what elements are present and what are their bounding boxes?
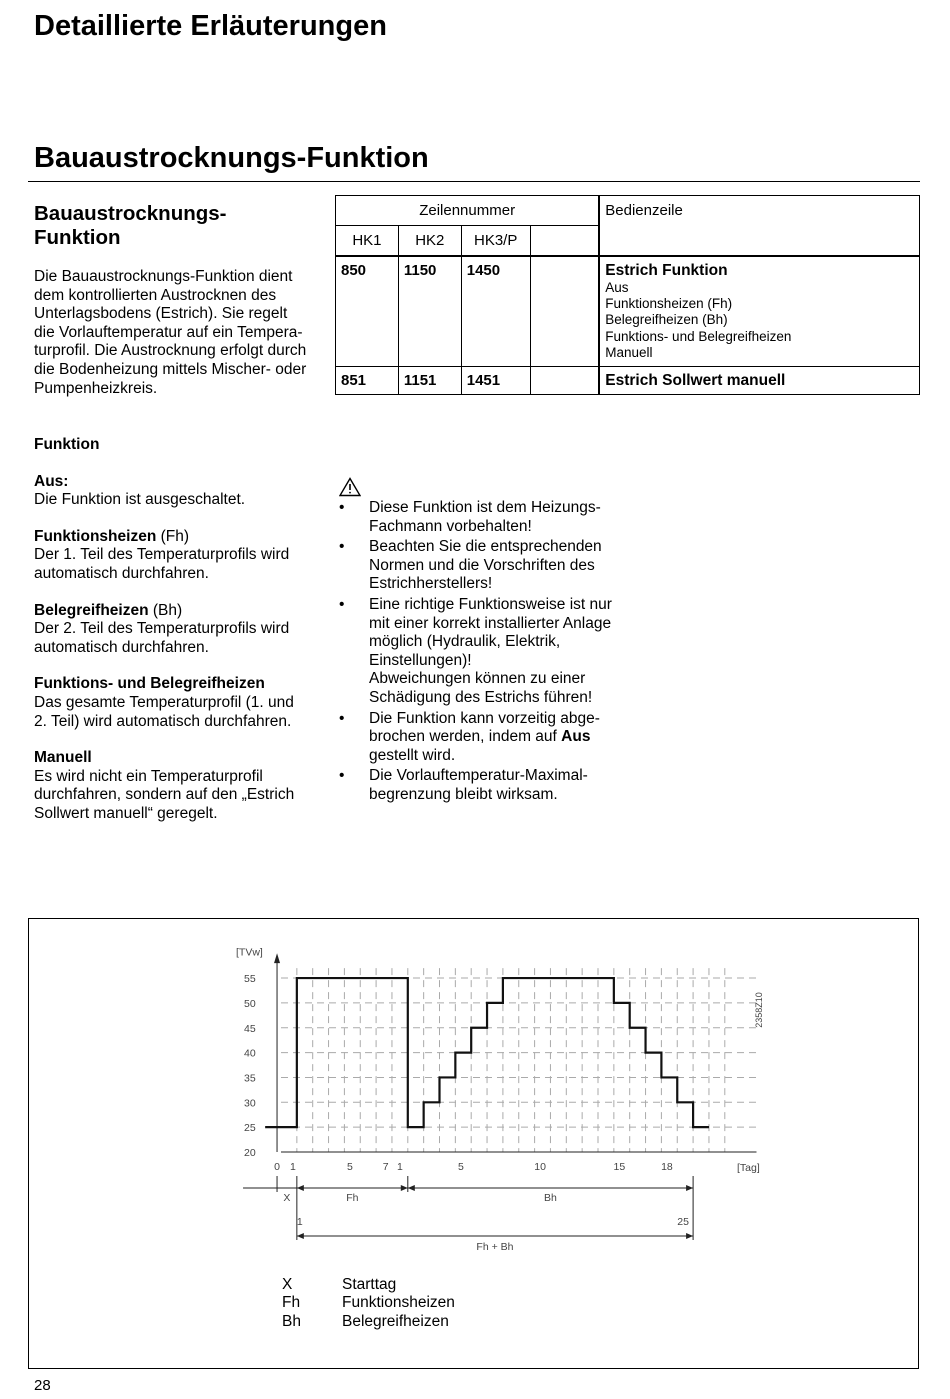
y-tick-label: 30: [244, 1097, 256, 1110]
list-item: • Diese Funktion ist dem Heizungs- Fachmann vorbehalten!: [333, 499, 643, 536]
y-tick-label: 55: [244, 973, 256, 986]
y-tick-label: 40: [244, 1047, 256, 1060]
y-axis-arrow: [274, 953, 280, 963]
row2-title: Estrich Sollwert manuell: [599, 367, 919, 395]
x-tick-label: 5: [347, 1161, 353, 1173]
range-bh-end-arrow: [686, 1185, 693, 1191]
x-tick-label: 0: [274, 1161, 280, 1173]
row1-option: Aus: [605, 279, 629, 295]
funktion-heading: Funktion: [34, 436, 100, 453]
range-fh-label: Fh: [346, 1192, 359, 1204]
section-title: Bauaustrocknungs-Funktion: [34, 142, 429, 174]
row2-hk3p: 1451: [461, 367, 530, 395]
y-tick-label: 45: [244, 1022, 256, 1035]
mode-fbh: Funktions- und Belegreifheizen Das gesamte Temperaturprofil (1. und 2. Teil) wird automatisch durchfahren.: [34, 675, 294, 730]
row1-option: Funktionsheizen (Fh): [605, 295, 733, 311]
row1-hk1: 850: [336, 256, 399, 367]
col-hk2: HK2: [398, 226, 461, 256]
page-header-title: Detaillierte Erläuterungen: [34, 10, 387, 42]
col-hk3p: HK3/P: [461, 226, 530, 256]
x-tick-label: 10: [534, 1161, 546, 1173]
x-tick-label: 1: [396, 1161, 403, 1173]
range-bh-label: Bh: [544, 1192, 557, 1204]
x-tick-label: 5: [457, 1161, 464, 1173]
x-tick-label: 1: [289, 1161, 296, 1173]
chart-legend: [282, 1276, 455, 1331]
col-hk1: HK1: [336, 226, 399, 256]
range-x-label: X: [283, 1192, 291, 1204]
range-fhbh-label: Fh + Bh: [476, 1241, 514, 1253]
header-zeilennummer: Zeilennummer: [336, 196, 600, 226]
intro-text: Die Bauaustrocknungs-Funktion dient dem kontrollierten Austrocknen des Unterlagsbodens (Estrich). Sie regelt die Vorlauftemperatur auf ein Tempera- turprofil. Die Austrocknung erfolgt durch die Bodenheizung mittels Mischer- oder Pumpenheizkreis.: [34, 268, 307, 397]
mode-bh: Belegreifheizen (Bh) Der 2. Teil des Temperaturprofils wird automatisch durchfahren.: [34, 601, 290, 656]
range-fhbh-end-arrow: [686, 1233, 693, 1239]
range-fh-end-arrow: [401, 1185, 408, 1191]
list-item: • Beachten Sie die entsprechenden Normen und die Vorschriften des Estrichherstellers!: [333, 538, 643, 594]
intro-heading: Bauaustrocknungs- Funktion: [34, 202, 227, 249]
chart-grid: [281, 968, 757, 1152]
y-axis-label: [TVw]: [236, 946, 263, 959]
range-fhbh-start-arrow: [297, 1233, 304, 1239]
mode-fh: Funktionsheizen (Fh) Der 1. Teil des Temperaturprofils wird automatisch durchfahren.: [34, 527, 290, 582]
row1-option: Funktions- und Belegreifheizen: [605, 328, 792, 344]
row1-option: Belegreifheizen (Bh): [605, 312, 728, 328]
header-bedienzeile: Bedienzeile: [599, 196, 919, 256]
x-tick-label: 18: [661, 1161, 673, 1173]
range-fhbh-start-label: 1: [296, 1216, 303, 1228]
legend-row-fh: Fh Funktionsheizen: [282, 1294, 455, 1312]
legend-row-bh: Bh Belegreifheizen: [282, 1312, 449, 1330]
x-axis-label: [Tag]: [737, 1162, 760, 1174]
row2-hk2: 1151: [398, 367, 461, 395]
chart-ranges: [243, 1176, 693, 1253]
x-tick-label: 7: [382, 1161, 389, 1173]
list-item: • Die Funktion kann vorzeitig abge- brochen werden, indem auf Aus gestellt wird.: [333, 710, 643, 766]
page-number: 28: [34, 1377, 51, 1394]
mode-aus: Aus: Die Funktion ist ausgeschaltet.: [34, 472, 246, 509]
row1-title: Estrich Funktion: [605, 261, 728, 279]
y-tick-label: 25: [244, 1122, 256, 1135]
row1-hk3p: 1450: [461, 256, 530, 367]
range-fh-start-arrow: [297, 1185, 304, 1191]
legend-row-x: X Starttag: [282, 1276, 397, 1293]
row1-hk2: 1150: [398, 256, 461, 367]
mode-manuell: Manuell Es wird nicht ein Temperaturprofil durchfahren, sondern auf den „Estrich Sollwert manuell“ geregelt.: [34, 749, 295, 822]
row2-hk1: 851: [336, 367, 399, 395]
y-tick-label: 50: [244, 997, 256, 1010]
list-item: • Die Vorlauftemperatur-Maximal- begrenzung bleibt wirksam.: [333, 767, 643, 804]
list-item: • Eine richtige Funktionsweise ist nur mit einer korrekt installierter Anlage möglich (Hydraulik, Elektrik, Einstellungen)! Abweichungen können zu einer Schädigung des Estrichs führen!: [333, 596, 643, 708]
y-tick-label: 20: [244, 1147, 256, 1159]
row1-option: Manuell: [605, 345, 653, 361]
range-bh-start-arrow: [408, 1185, 415, 1191]
x-tick-label: 15: [613, 1161, 626, 1173]
range-fhbh-end-label: 25: [677, 1216, 689, 1228]
figure-code: 2358Z10: [754, 992, 764, 1028]
y-tick-label: 35: [244, 1072, 256, 1085]
